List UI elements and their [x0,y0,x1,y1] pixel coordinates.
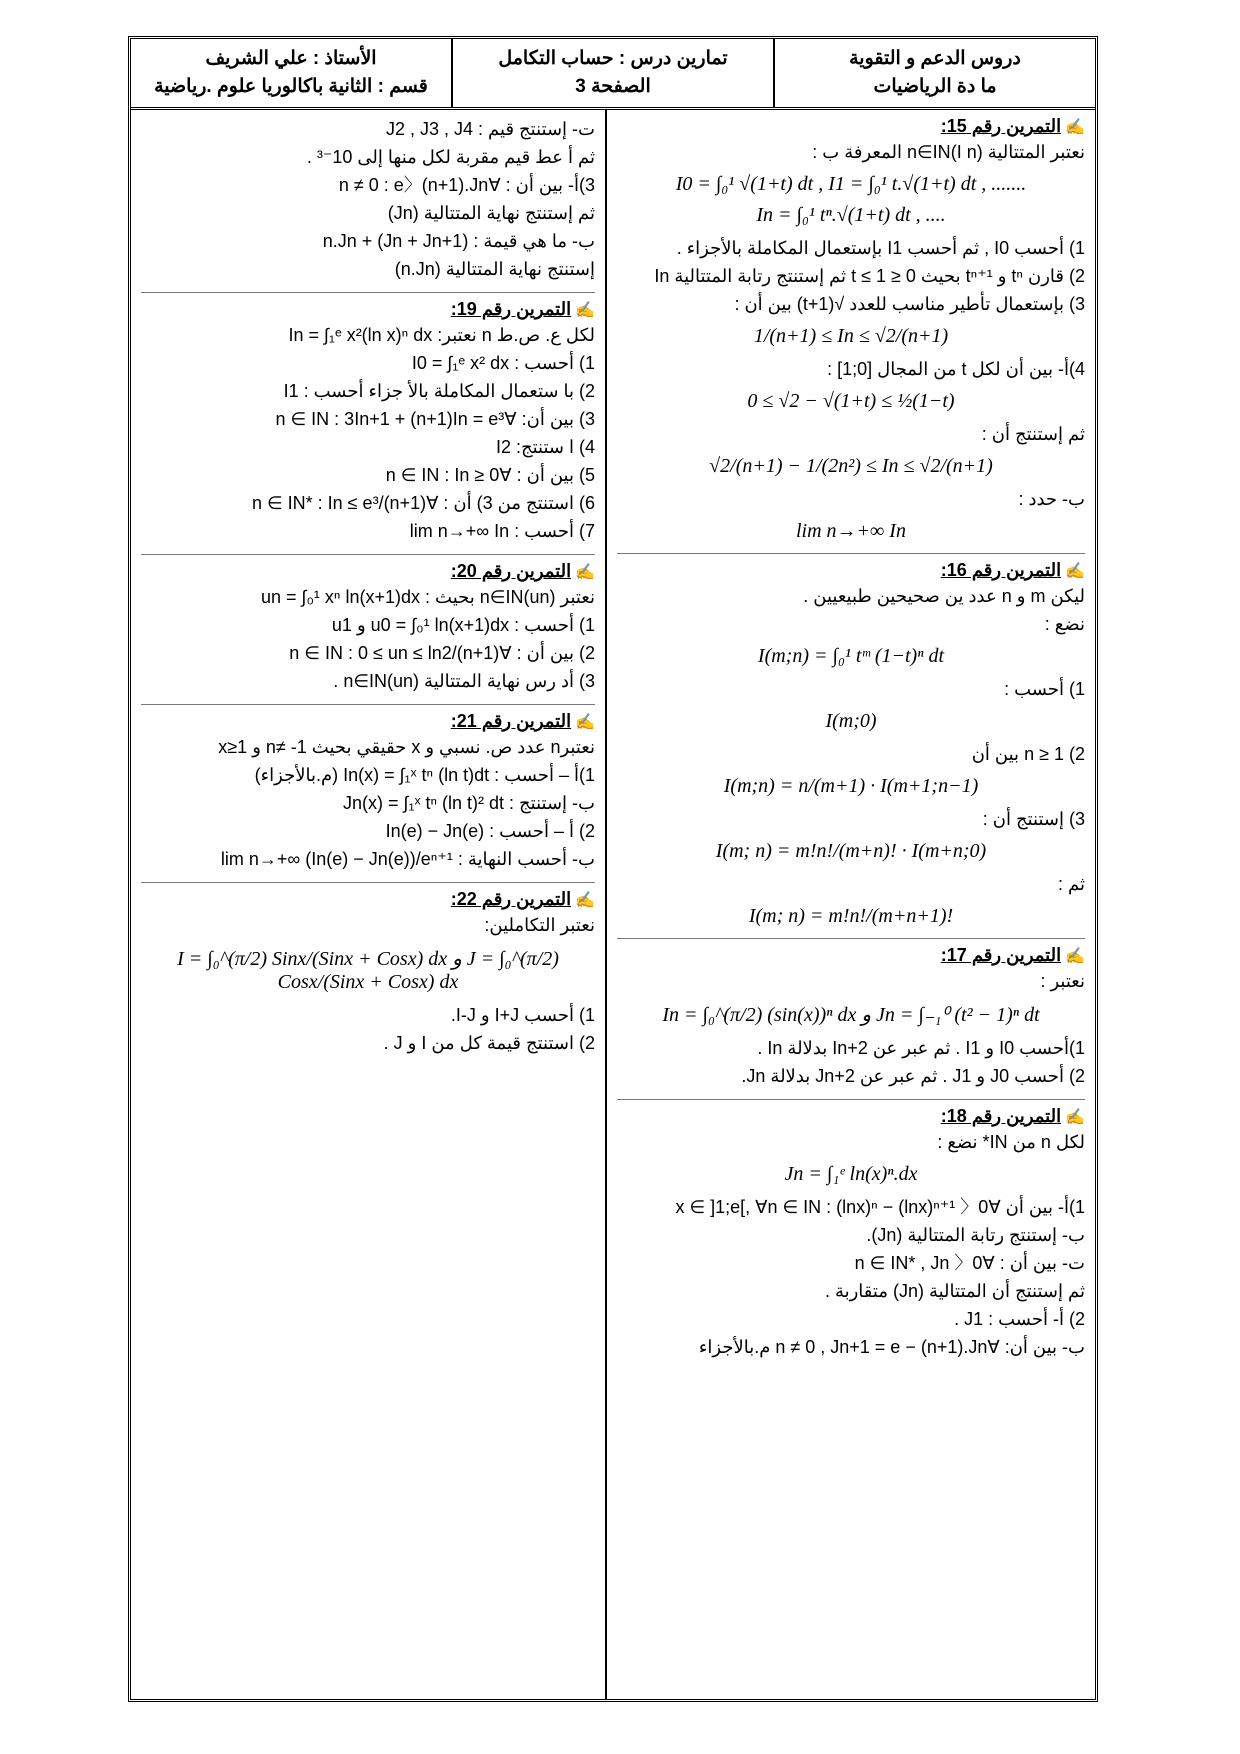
equation: I(m;n) = n/(m+1) · I(m+1;n−1) [723,775,979,797]
exercise-17 [617,945,1085,1089]
exercise-intro: ليكن m و n عدد ين صحيحين طبيعيين . [803,586,1085,606]
divider [617,1099,1085,1100]
divider [141,554,595,555]
pen-writing-icon: ✍ [575,892,595,909]
question: ب- إستنتج رتابة المتتالية (Jn). [866,1225,1085,1245]
question: ب- أحسب النهاية : lim n→+∞ (In(e) − Jn(e))/eⁿ⁺¹ [220,849,595,869]
question: 3) إستنتج أن : [982,809,1085,829]
question: ب- إستنتج : Jn(x) = ∫₁ˣ tⁿ (ln t)² dt [343,793,595,813]
header-lesson [451,39,773,107]
question: 3) بإستعمال تأطير مناسب للعدد √(1+t) بين أن : [734,294,1085,314]
equation: In = ∫₀^(π/2) (sin(x))ⁿ dx و Jn = ∫₋₁⁰ (t² − 1)ⁿ dt [662,1004,1040,1026]
pen-writing-icon: ✍ [1065,563,1085,580]
equation: Jn = ∫₁ᵉ ln(x)ⁿ.dx [784,1163,918,1185]
question: ثم إستنتج نهاية المتتالية (Jn) [387,203,595,223]
exercise-intro: لكل n من IN* نضع : [937,1132,1085,1152]
question: ثم إستنتج أن المتتالية (Jn) متقاربة . [824,1281,1085,1301]
divider [617,938,1085,939]
question: 5) بين أن : ∀n ∈ IN : In ≥ 0 [385,465,595,485]
question: 6) استنتج من 3) أن : ∀n ∈ IN* : In ≤ e³/(n+1) [251,493,595,513]
question: 1)أ – أحسب : In(x) = ∫₁ˣ tⁿ (ln t)dt (م.بالأجزاء) [254,765,595,785]
exercise-intro: نعتبرn عدد ص. نسبي و x حقيقي بحيث n≠ -1 و x≥1 [218,737,595,757]
question: 1) أحسب I+J و I-J. [450,1005,595,1025]
pen-writing-icon: ✍ [1065,119,1085,136]
equation: I(m; n) = m!n!/(m+n)! · I(m+n;0) [715,840,987,862]
question: نضع : [1044,614,1085,634]
pen-writing-icon: ✍ [575,564,595,581]
exercise-title: ✍التمرين رقم 15: [940,116,1085,136]
exercise-21 [141,711,595,872]
question: ثم : [1058,874,1085,894]
equation: I0 = ∫₀¹ √(1+t) dt , I1 = ∫₀¹ t.√(1+t) dt , ....... [675,173,1027,195]
exercise-intro: لكل ع. ص.ط n نعتبر: In = ∫₁ᵉ x²(ln x)ⁿ dx [288,325,595,345]
question: ت- بين أن : ∀n ∈ IN* , Jn 〉0 [854,1253,1085,1273]
question: 2) استنتج قيمة كل من I و J . [383,1033,595,1053]
question: ب- بين أن: ∀n ≠ 0 , Jn+1 = e − (n+1).Jn م.بالأجزاء [698,1337,1085,1357]
header-teacher-line1: الأستاذ : علي الشريف [205,48,377,69]
pen-writing-icon: ✍ [1065,948,1085,965]
exercise-19 [141,299,595,544]
exercise-18-continued [141,116,595,282]
header-course-line2: ما دة الرياضيات [873,76,997,97]
divider [617,553,1085,554]
exercise-title: ✍التمرين رقم 17: [940,945,1085,965]
question: 2) بين أن : ∀n ∈ IN : 0 ≤ un ≤ ln2/(n+1) [289,643,595,663]
exercise-intro: نعتبر التكاملين: [484,915,595,935]
exercise-title: ✍التمرين رقم 22: [450,889,595,909]
pen-writing-icon: ✍ [575,302,595,319]
divider [141,704,595,705]
question: ب- حدد : [1018,489,1085,509]
question: إستنتج نهاية المتتالية (n.Jn) [394,259,595,279]
equation: 1/(n+1) ≤ In ≤ √2/(n+1) [753,325,949,347]
equation: 0 ≤ √2 − √(1+t) ≤ ½(1−t) [747,390,955,412]
question: 1) أحسب : u0 = ∫₀¹ ln(x+1)dx و u1 [331,615,595,635]
question: 1) أحسب : I0 = ∫₁ᵉ x² dx [411,353,595,373]
exercise-title: ✍التمرين رقم 20: [450,561,595,581]
header-teacher-line2: قسم : الثانية باكالوريا علوم .رياضية [154,76,428,97]
equation: In = ∫₀¹ tⁿ.√(1+t) dt , .... [756,204,946,226]
exercise-title: ✍التمرين رقم 18: [940,1106,1085,1126]
header-lesson-line2: الصفحة 3 [575,76,651,97]
question: 2) أ- أحسب : J1 . [954,1309,1085,1329]
question: 3) أد رس نهاية المتتالية (un)n∈IN . [333,671,595,691]
question: ثم أ عط قيم مقربة لكل منها إلى 10⁻³ . [306,147,595,167]
question: 1) أحسب I0 , ثم أحسب I1 بإستعمال المكاملة بالأجزاء . [676,238,1085,258]
exercise-intro: نعتبر المتتالية (I n)n∈IN المعرفة ب : [812,142,1085,162]
question: ب- ما هي قيمة : n.Jn + (Jn + Jn+1) [322,231,595,251]
question: ثم إستنتج أن : [981,424,1085,444]
exercise-title: ✍التمرين رقم 19: [450,299,595,319]
question: 1)أحسب I0 و I1 . ثم عبر عن In+2 بدلالة In . [757,1038,1085,1058]
exercise-20 [141,561,595,694]
equation: √2/(n+1) − 1/(2n²) ≤ In ≤ √2/(n+1) [709,455,993,477]
question: 4)أ- بين أن لكل t من المجال [0;1] : [827,359,1085,379]
question: 2) قارن tⁿ و tⁿ⁺¹ بحيث 0 ≤ t ≤ 1 ثم إستنتج رتابة المتتالية In [654,266,1085,286]
equation: lim n→+∞ In [796,520,906,542]
left-column [131,110,605,1699]
question: 1)أ- بين أن ∀x ∈ ]1;e[, ∀n ∈ IN : (lnx)ⁿ − (lnx)ⁿ⁺¹ 〉0 [675,1197,1085,1217]
exercise-18 [617,1106,1085,1360]
question: 2) أ – أحسب : In(e) − Jn(e) [385,821,595,841]
question: 3)أ- بين أن : ∀n ≠ 0 : e〉(n+1).Jn [338,175,595,195]
page-frame [128,36,1098,1702]
exercise-intro: نعتبر : [1040,971,1085,991]
divider [141,292,595,293]
exercise-22 [141,889,595,1056]
question: 2) أحسب J0 و J1 . ثم عبر عن Jn+2 بدلالة Jn. [741,1066,1085,1086]
pen-writing-icon: ✍ [1065,1109,1085,1126]
equation: I(m;n) = ∫₀¹ tᵐ (1−t)ⁿ dt [757,645,945,667]
exercise-intro: نعتبر (un)n∈IN بحيث : un = ∫₀¹ xⁿ ln(x+1)dx [261,587,595,607]
question: 2) با ستعمال المكاملة بالأ جزاء أحسب : I1 [283,381,595,401]
header-teacher [131,39,451,107]
equation: I = ∫₀^(π/2) Sinx/(Sinx + Cosx) dx و J = ∫₀^(π/2) Cosx/(Sinx + Cosx) dx [177,948,559,993]
exercise-title: ✍التمرين رقم 16: [940,560,1085,580]
exercise-16 [617,560,1085,928]
right-column [605,110,1095,1699]
equation: I(m; n) = m!n!/(m+n+1)! [748,905,954,927]
pen-writing-icon: ✍ [575,714,595,731]
equation: I(m;0) [825,710,877,732]
header-course [773,39,1095,107]
question: 4) ا ستنتج: I2 [495,437,595,457]
exercise-15 [617,116,1085,543]
header-course-line1: دروس الدعم و التقوية [849,48,1021,69]
question: 7) أحسب : lim n→+∞ In [409,521,595,541]
question: 2) n ≥ 1 بين أن [971,744,1085,764]
question: 1) أحسب : [1004,679,1085,699]
question: ت- إستنتج قيم : J2 , J3 , J4 [385,119,595,139]
divider [141,882,595,883]
header-lesson-line1: تمارين درس : حساب التكامل [498,48,728,69]
question: 3) بين أن: ∀n ∈ IN : 3In+1 + (n+1)In = e³ [275,409,595,429]
exercise-title: ✍التمرين رقم 21: [450,711,595,731]
header [131,39,1095,110]
